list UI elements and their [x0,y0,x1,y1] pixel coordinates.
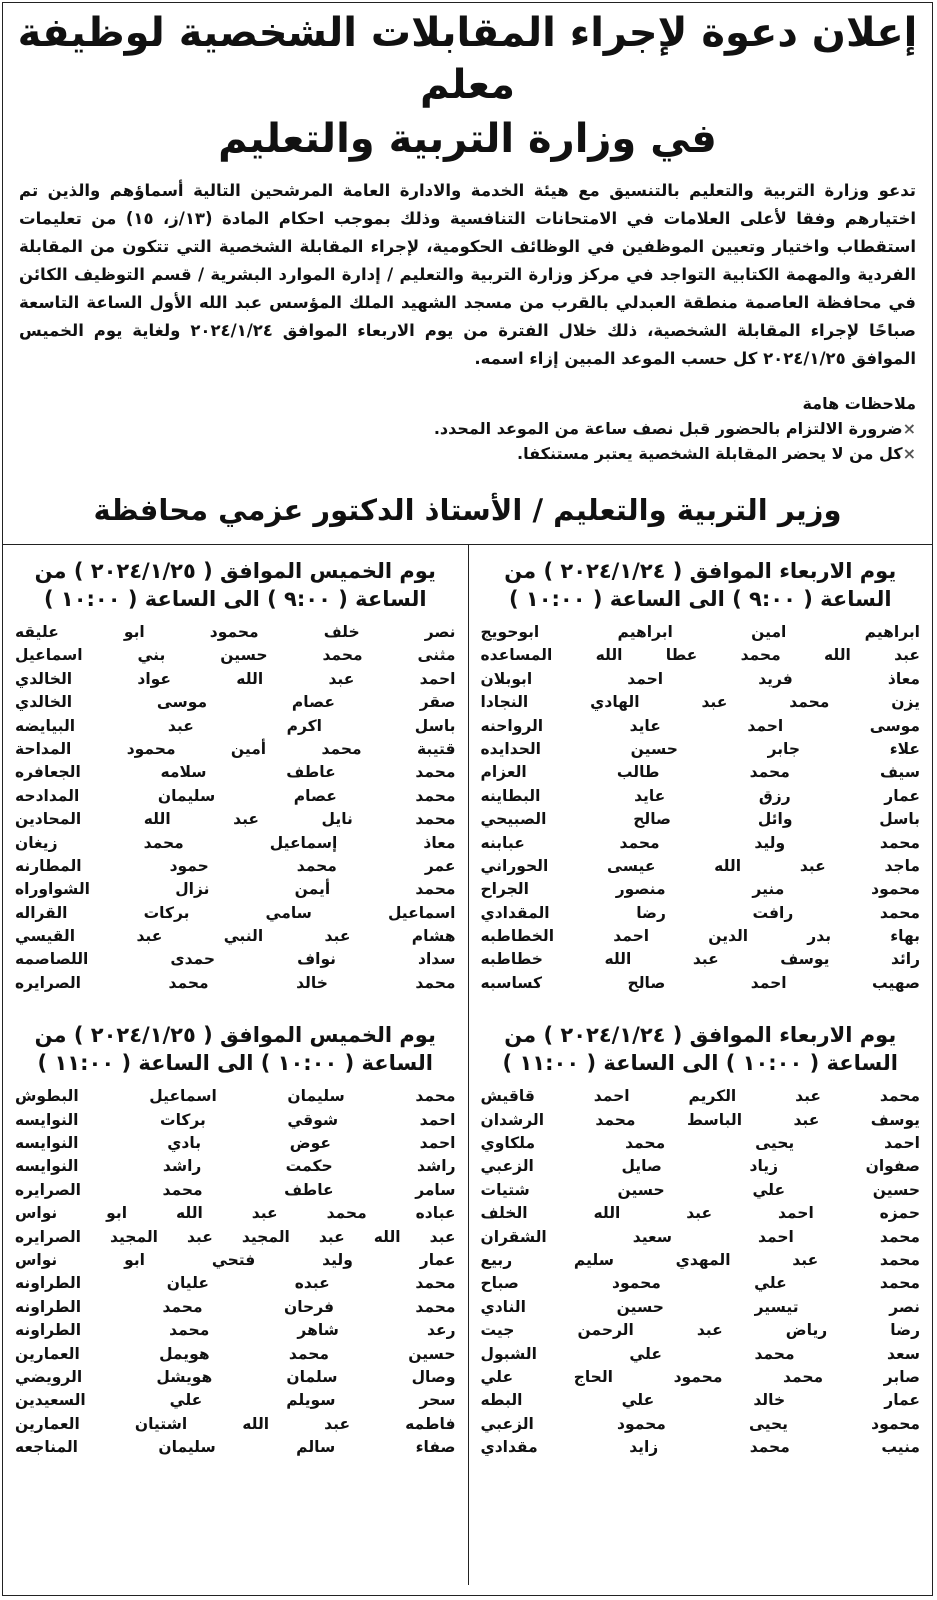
candidate-name: محمد خالد محمد الصرايره [15,973,456,992]
block-date: يوم الاربعاء الموافق ( ٢٠٢٤/١/٢٤ ) من [504,559,897,583]
candidate-name: حمزه احمد عبد الله الخلف [480,1204,920,1223]
candidate-name: سامر عاطف محمد الصرايره [15,1180,456,1199]
candidate-name: احمد عوض بادي النوايسه [15,1134,456,1153]
candidate-name: محمود منير منصور الجراح [480,880,920,899]
names-list [15,621,456,995]
candidate-name: احمد يحيى محمد ملكاوي [480,1134,920,1153]
block-time: الساعة ( ٩:٠٠ ) الى الساعة ( ١٠:٠٠ ) [43,587,427,611]
schedule-columns [3,545,932,1585]
note-item: × ضرورة الالتزام بالحضور قبل نصف ساعة من الموعد المحدد. [19,416,916,441]
candidate-name: محمد عصام سليمان المدادحه [15,786,456,805]
candidate-name: محمد وليد محمد عبابنه [480,833,920,852]
candidate-name: عمار وليد فتحي ابو نواس [15,1250,456,1269]
block-header [481,545,921,613]
candidate-name: سيف محمد طالب العزام [480,763,920,782]
candidate-name: موسى احمد عايد الرواحنه [480,716,920,735]
candidate-name: محمد احمد سعيد الشقران [480,1227,920,1246]
schedule-block [481,1009,921,1459]
notes-heading: ملاحظات هامة [802,394,916,413]
block-date: يوم الخميس الموافق ( ٢٠٢٤/١/٢٥ ) من [34,1023,436,1048]
candidate-name: حسين محمد هويمل العمارين [15,1344,456,1363]
candidate-name: ابراهيم امين ابراهيم ابوحويج [480,623,920,641]
candidate-name: رضا رياض عبد الرحمن جيت [480,1321,920,1340]
block-time: الساعة ( ١٠:٠٠ ) الى الساعة ( ١١:٠٠ ) [502,1051,898,1076]
block-date: يوم الخميس الموافق ( ٢٠٢٤/١/٢٥ ) من [34,559,436,583]
candidate-name: عباده محمد عبد الله ابو نواس [15,1204,456,1223]
candidate-name: محمد رافت رضا المقدادي [480,903,920,922]
candidate-name: علاء جابر حسين الحدايده [480,739,920,758]
candidate-name: سعد محمد علي الشبول [480,1344,920,1363]
candidate-name: عبد الله عبد المجيد عبد المجيد الصرايره [15,1227,456,1246]
candidate-name: محمد فرحان محمد الطراونه [15,1297,456,1316]
candidate-name: يوسف عبد الباسط محمد الرشدان [480,1110,920,1129]
candidate-name: صهيب احمد صالح كساسبه [480,973,920,992]
candidate-name: محمد نايل عبد الله المحادين [15,810,456,829]
candidate-name: نصر خلف محمود ابو عليقه [15,623,456,641]
candidate-name: وصال سلمان هويشل الرويضي [15,1367,456,1386]
announcement-page [2,2,933,1596]
block-time: الساعة ( ١٠:٠٠ ) الى الساعة ( ١١:٠٠ ) [37,1051,433,1076]
announcement-subtitle: في وزارة التربية والتعليم [218,116,717,162]
candidate-name: منيب محمد زايد مقدادي [480,1438,920,1457]
candidate-name: معاذ إسماعيل محمد زيغان [15,833,456,852]
candidate-name: معاذ فريد احمد ابوبلان [480,669,920,688]
candidate-name: سداد نواف حمدى اللصاصمه [15,950,456,969]
candidate-name: سحر سويلم علي السعيدين [15,1391,456,1410]
block-header [15,545,456,613]
candidate-name: صقر عصام موسى الخالدي [15,693,456,712]
names-list [481,1085,921,1459]
candidate-name: رعد شاهر محمد الطراونه [15,1321,456,1340]
minister-signature: وزير التربية والتعليم / الأستاذ الدكتور عزمي محافظة [93,493,842,527]
candidate-name: احمد شوقي بركات النوايسه [15,1110,456,1129]
candidate-name: صابر محمد محمود الحاج علي [480,1367,920,1386]
names-list [481,621,921,995]
candidate-name: حسين علي حسين شتيات [480,1180,920,1199]
candidate-name: رائد يوسف عبد الله خطاطبه [480,950,920,969]
schedule-block [481,545,921,995]
block-time: الساعة ( ٩:٠٠ ) الى الساعة ( ١٠:٠٠ ) [508,587,892,611]
candidate-name: باسل اكرم عبد البيايضه [15,716,456,735]
note-item: × كل من لا يحضر المقابلة الشخصية يعتبر مستنكفا. [19,441,916,466]
candidate-name: عمر محمد حمود المطارنه [15,856,456,875]
candidate-name: محمد أيمن نزال الشواوراه [15,880,456,899]
block-header [481,1009,921,1077]
candidate-name: راشد حكمت راشد النوايسه [15,1157,456,1176]
candidate-name: مثنى محمد حسين بني اسماعيل [15,646,456,665]
candidate-name: ماجد عبد الله عيسى الحوراني [480,856,920,875]
candidate-name: صفوان زياد صايل الزعبي [480,1157,920,1176]
candidate-name: يزن محمد عبد الهادي النجادا [480,693,920,712]
names-list [15,1085,456,1459]
candidate-name: محمد عبد الكريم احمد قاقيش [480,1087,920,1106]
invitation-paragraph: تدعو وزارة التربية والتعليم بالتنسيق مع هيئة الخدمة والادارة العامة المرشحين التالية أسماؤهم والذين تم اختيارهم وفقا لأعلى العلامات في الامتحانات التنافسية وذلك بموجب احكام المادة (١٣/ز، ١٥) من تعليمات استقطاب واختيار وتعيين الموظفين في الوظائف الحكومية، لإجراء المقابلة الشخصية التي تتكون من المقابلة الفردية والمهمة الكتابية التواجد في مركز وزارة التربية والتعليم / إدارة الموارد البشرية / قسم التوظيف الكائن في محافظة العاصمة منطقة العبدلي بالقرب من مسجد الشهيد الملك المؤسس عبد الله الأول الساعة التاسعة صباحًا لإجراء المقابلة الشخصية، ذلك خلال الفترة من يوم الاربعاء الموافق ٢٠٢٤/١/٢٤ ولغاية يوم الخميس الموافق ٢٠٢٤/١/٢٥ كل حسب الموعد المبين إزاء اسمه. [19,181,916,368]
candidate-name: هشام عبد النبي عبد القيسي [15,927,456,946]
candidate-name: محمد سليمان اسماعيل البطوش [15,1087,456,1106]
announcement-title: إعلان دعوة لإجراء المقابلات الشخصية لوظيفة معلم [17,10,918,108]
candidate-name: محمد عاطف سلامه الجعافره [15,763,456,782]
candidate-name: عمار رزق عايد البطاينه [480,786,920,805]
block-date: يوم الاربعاء الموافق ( ٢٠٢٤/١/٢٤ ) من [504,1023,897,1048]
candidate-name: باسل وائل صالح الصبيحي [480,810,920,829]
block-header [15,1009,456,1077]
candidate-name: بهاء بدر الدين احمد الخطاطبه [480,927,920,946]
candidate-name: نصر تيسير حسين النادي [480,1297,920,1316]
candidate-name: عمار خالد علي البطه [480,1391,920,1410]
thursday-column [3,545,468,1585]
schedule-block [15,545,456,995]
candidate-name: اسماعيل سامي بركات القراله [15,903,456,922]
candidate-name: محمد علي محمود صباح [480,1274,920,1293]
notes-section [3,373,932,466]
wednesday-column [468,545,933,1585]
candidate-name: محمد عبد المهدي سليم ربيع [480,1250,920,1269]
candidate-name: صفاء سالم سليمان المناجعه [15,1438,456,1457]
candidate-name: قتيبة محمد أمين محمود المداحة [15,739,456,758]
candidate-name: عبد الله محمد عطا الله المساعده [480,646,920,665]
schedule-block [15,1009,456,1459]
candidate-name: فاطمه عبد الله اشتيان العمارين [15,1414,456,1433]
candidate-name: احمد عبد الله عواد الخالدي [15,669,456,688]
candidate-name: محمد عبده عليان الطراونه [15,1274,456,1293]
candidate-name: محمود يحيى محمود الزعبي [480,1414,920,1433]
